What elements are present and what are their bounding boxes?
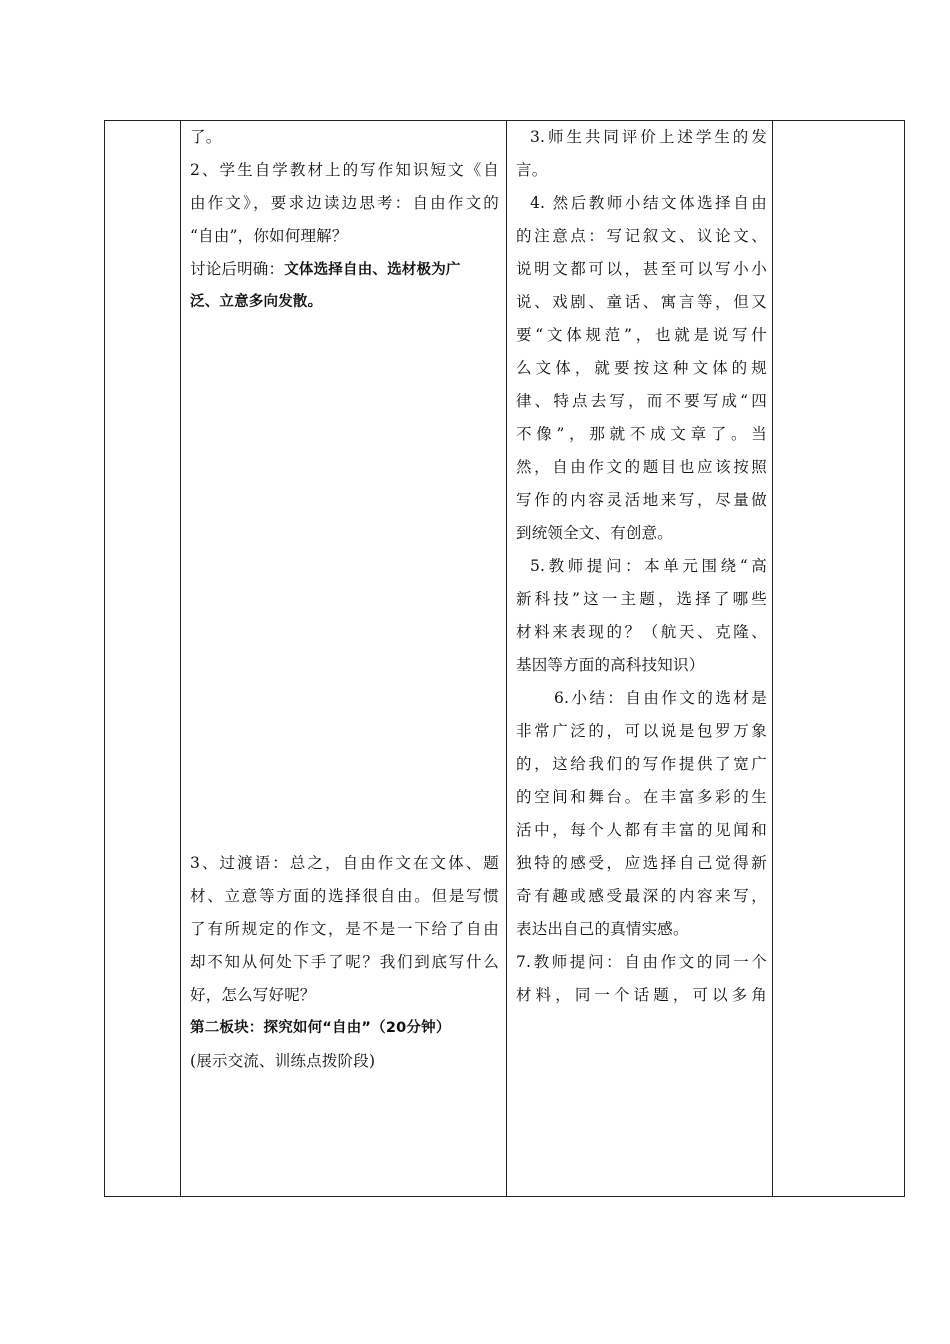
text-line: 的注意点：写记叙文、议论文、 [516, 227, 767, 245]
text-line: 却不知从何处下手了呢？我们到底写什么 [190, 953, 499, 971]
text-line: 5.教师提问：本单元围绕“高 [530, 557, 767, 575]
teacher-activity-cell [507, 121, 773, 1012]
text-line: 非常广泛的，可以说是包罗万象 [516, 722, 767, 740]
lesson-plan-table [104, 120, 905, 1197]
conclusion-line [190, 253, 499, 286]
text-line: 了有所规定的作文，是不是一下给了自由 [190, 920, 499, 938]
text-line: 言。 [516, 161, 548, 179]
text-line: 说、戏剧、童话、寓言等，但又 [516, 293, 767, 311]
text-line: 的，这给我们的写作提供了宽广 [516, 755, 767, 773]
conclusion-bold-line: 泛、立意多向发散。 [190, 294, 323, 310]
text-line: 到统领全文、有创意。 [516, 524, 674, 542]
student-activity-cell [181, 121, 507, 1078]
text-line: 说明文都可以，甚至可以写小小 [516, 260, 767, 278]
text-line: 7.教师提问：自由作文的同一个 [516, 953, 767, 971]
text-line: 奇有趣或感受最深的内容来写， [516, 887, 767, 905]
text-line: 好，怎么写好呢？ [190, 986, 316, 1004]
text-line: 基因等方面的高科技知识） [516, 656, 705, 674]
section-heading: 第二板块：探究如何“自由”（20分钟） [190, 1020, 451, 1036]
text-line: 材料来表现的？（航天、克隆、 [516, 623, 767, 641]
text-line: 6.小结：自由作文的选材是 [554, 689, 767, 707]
text-line: 么文体，就要按这种文体的规 [516, 359, 767, 377]
text-line: 3.师生共同评价上述学生的发 [530, 128, 767, 146]
text-line: 表达出自己的真情实感。 [516, 920, 689, 938]
text-line: 新科技”这一主题，选择了哪些 [516, 590, 767, 608]
text-line: 活中，每个人都有丰富的见闻和 [516, 821, 767, 839]
text-line: 独特的感受，应选择自己觉得新 [516, 854, 767, 872]
text-line: 律、特点去写，而不要写成“四 [516, 392, 767, 410]
text-line: 要“文体规范”，也就是说写什 [516, 326, 767, 344]
text-line: 不像”，那就不成文章了。当 [516, 425, 767, 443]
conclusion-prefix: 讨论后明确： [190, 260, 285, 278]
stage-note: (展示交流、训练点拨阶段) [190, 1052, 376, 1070]
text-line: 2、学生自学教材上的写作知识短文《自 [190, 161, 499, 179]
text-line: 3、过渡语：总之，自由作文在文体、题 [190, 854, 499, 872]
conclusion-bold: 文体选择自由、选材极为广 [284, 262, 461, 278]
text-line: 的空间和舞台。在丰富多彩的生 [516, 788, 767, 806]
text-line: 材料，同一个话题，可以多角 [516, 986, 767, 1004]
text-line: “自由”，你如何理解？ [190, 227, 348, 245]
text-line: 然，自由作文的题目也应该按照 [516, 458, 767, 476]
text-line: 材、立意等方面的选择很自由。但是写惯 [190, 887, 499, 905]
text-line: 了。 [190, 128, 222, 146]
text-line: 4. 然后教师小结文体选择自由 [530, 194, 767, 212]
text-line: 写作的内容灵活地来写，尽量做 [516, 491, 767, 509]
text-line: 由作文》，要求边读边思考：自由作文的 [190, 194, 499, 212]
